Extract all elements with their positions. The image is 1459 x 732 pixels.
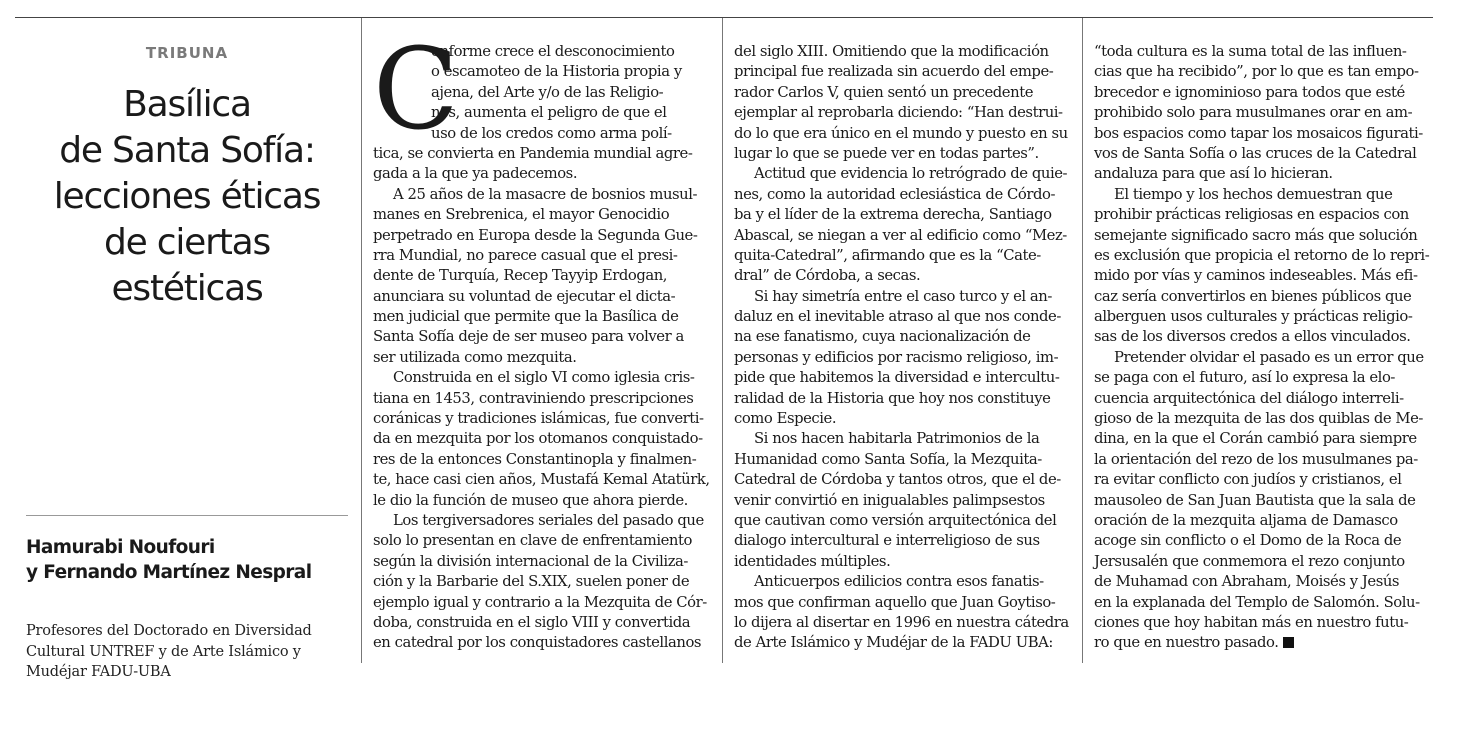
article-line: de Arte Islámico y Mudéjar de la FADU UBA: xyxy=(734,634,1053,652)
article-line: sas de los diversos credos a ellos vinculados. xyxy=(1094,328,1411,346)
article-line: caz sería convertirlos en bienes públicos que xyxy=(1094,287,1412,305)
article-line: nes, como la autoridad eclesiástica de Córdo- xyxy=(734,185,1055,203)
article-line: ba y el líder de la extrema derecha, Santiago xyxy=(734,206,1052,224)
article-line: ralidad de la Historia que hoy nos constituye xyxy=(734,389,1051,407)
article-line: ser utilizada como mezquita. xyxy=(373,348,577,366)
headline-line: lecciones éticas xyxy=(53,176,321,217)
article-line: cias que ha recibido”, por lo que es tan empo- xyxy=(1094,63,1419,81)
article-column-1 xyxy=(373,25,713,654)
article-line: Anticuerpos edilicios contra esos fanatis- xyxy=(754,573,1044,591)
article-line: Si nos hacen habitarla Patrimonios de la xyxy=(754,430,1040,448)
article-line: Abascal, se niegan a ver al edificio como “Mez- xyxy=(734,226,1067,244)
end-of-article-icon xyxy=(1283,637,1294,648)
article-line: do lo que era único en el mundo y puesto en su xyxy=(734,124,1068,142)
article-line: anunciara su voluntad de ejecutar el dicta- xyxy=(373,287,676,305)
article-line: oración de la mezquita aljama de Damasco xyxy=(1094,511,1398,529)
article-line: mido por vías y caminos indeseables. Más efi- xyxy=(1094,267,1418,285)
article-line: es exclusión que propicia el retorno de lo repri- xyxy=(1094,246,1430,264)
article-line: principal fue realizada sin acuerdo del empe- xyxy=(734,63,1054,81)
bio-line: Cultural UNTREF y de Arte Islámico y xyxy=(26,643,301,660)
headline-line: de ciertas xyxy=(103,222,271,263)
article-line: se paga con el futuro, así lo expresa la elo- xyxy=(1094,369,1395,387)
article-line: cuencia arquitectónica del diálogo interreli- xyxy=(1094,389,1404,407)
article-line: gada a la que ya padecemos. xyxy=(373,165,578,183)
article-line: Jersusalén que conmemora el rezo conjunto xyxy=(1094,552,1405,570)
article-line: dral” de Córdoba, a secas. xyxy=(734,267,921,285)
article-line: lugar lo que se puede ver en todas partes”. xyxy=(734,144,1039,162)
article-line: la orientación del rezo de los musulmanes pa- xyxy=(1094,450,1418,468)
article-line: Actitud que evidencia lo retrógrado de quie- xyxy=(754,165,1068,183)
author-bio xyxy=(26,621,356,683)
article-line: uso de los credos como arma polí- xyxy=(431,124,672,142)
article-line: Humanidad como Santa Sofía, la Mezquita- xyxy=(734,450,1042,468)
article-line: Santa Sofía deje de ser museo para volver a xyxy=(373,328,684,346)
article-line: onforme crece el desconocimiento xyxy=(431,43,675,60)
article-line: le dio la función de museo que ahora pierde. xyxy=(373,491,688,509)
headline-line: Basílica xyxy=(123,84,251,125)
article-line: del siglo XIII. Omitiendo que la modificación xyxy=(734,43,1049,60)
article-line: alberguen usos culturales y prácticas religio- xyxy=(1094,308,1413,326)
article-line: mausoleo de San Juan Bautista que la sala de xyxy=(1094,491,1416,509)
article-line: men judicial que permite que la Basílica de xyxy=(373,308,679,326)
article-line: Construida en el siglo VI como iglesia cris- xyxy=(393,369,695,387)
bio-line: Mudéjar FADU-UBA xyxy=(26,664,171,680)
article-line: ro que en nuestro pasado. xyxy=(1094,634,1279,652)
article-line: venir convirtió en inigualables palimpsestos xyxy=(734,491,1045,509)
article-line: mos que confirman aquello que Juan Goytiso- xyxy=(734,593,1056,611)
author-byline xyxy=(26,535,356,585)
bio-line: Profesores del Doctorado en Diversidad xyxy=(26,623,312,639)
article-line: da en mezquita por los otomanos conquistado- xyxy=(373,430,703,448)
article-line: dente de Turquía, Recep Tayyip Erdogan, xyxy=(373,267,668,285)
article-line: manes en Srebrenica, el mayor Genocidio xyxy=(373,206,670,224)
article-line: solo lo presentan en clave de enfrentamiento xyxy=(373,532,692,550)
article-line: rador Carlos V, quien sentó un precedente xyxy=(734,83,1033,101)
drop-cap: C xyxy=(373,25,459,155)
article-line: en la explanada del Templo de Salomón. Solu- xyxy=(1094,593,1420,611)
article-line: como Especie. xyxy=(734,410,837,428)
article-line: dialogo intercultural e interreligioso de sus xyxy=(734,532,1040,550)
article-line: Pretender olvidar el pasado es un error que xyxy=(1114,348,1424,366)
article-line: de Muhamad con Abraham, Moisés y Jesús xyxy=(1094,573,1400,591)
article-line: daluz en el inevitable atraso al que nos conde- xyxy=(734,308,1061,326)
article-line: perpetrado en Europa desde la Segunda Gue- xyxy=(373,226,698,244)
article-line: dina, en la que el Corán cambió para siempre xyxy=(1094,430,1417,448)
article-line: tiana en 1453, contraviniendo prescripciones xyxy=(373,389,694,407)
byline-divider xyxy=(26,515,348,516)
headline-line: de Santa Sofía: xyxy=(59,130,315,171)
article-last-line xyxy=(1094,633,1434,653)
article-line: Los tergiversadores seriales del pasado que xyxy=(393,511,704,529)
article-line: prohibido solo para musulmanes orar en am- xyxy=(1094,104,1413,122)
author-line: y Fernando Martínez Nespral xyxy=(26,562,312,583)
article-line: brecedor e ignominioso para todos que esté xyxy=(1094,83,1405,101)
article-line: lo dijera al disertar en 1996 en nuestra cátedra xyxy=(734,613,1069,631)
headline xyxy=(22,82,352,312)
article-line: ejemplar al reprobarla diciendo: “Han destrui- xyxy=(734,104,1063,122)
article-line: El tiempo y los hechos demuestran que xyxy=(1114,185,1393,203)
article-line: quita-Catedral”, afirmando que es la “Cate- xyxy=(734,246,1041,264)
column-divider xyxy=(1082,18,1083,663)
article-line: “toda cultura es la suma total de las influen- xyxy=(1094,43,1407,60)
article-line: vos de Santa Sofía o las cruces de la Catedral xyxy=(1094,144,1417,162)
article-line: na ese fanatismo, cuya nacionalización de xyxy=(734,328,1031,346)
author-line: Hamurabi Noufouri xyxy=(26,537,215,558)
article-line: bos espacios como tapar los mosaicos figurati- xyxy=(1094,124,1423,142)
article-line: en catedral por los conquistadores castellanos xyxy=(373,634,702,652)
article-line: ciones que hoy habitan más en nuestro futu- xyxy=(1094,613,1409,631)
article-line: Si hay simetría entre el caso turco y el an- xyxy=(754,287,1052,305)
article-line: semejante significado sacro más que solución xyxy=(1094,226,1418,244)
article-line: ra evitar conflicto con judíos y cristianos, el xyxy=(1094,471,1402,489)
column-divider xyxy=(722,18,723,663)
article-column-3 xyxy=(1094,42,1434,654)
article-line: A 25 años de la masacre de bosnios musul- xyxy=(393,185,698,203)
article-line: rra Mundial, no parece casual que el presi- xyxy=(373,246,678,264)
article-line: ción y la Barbarie del S.XIX, suelen poner de xyxy=(373,573,690,591)
article-column-2 xyxy=(734,42,1074,654)
section-label: TRIBUNA xyxy=(145,44,229,62)
article-line: andaluza para que así lo hicieran. xyxy=(1094,165,1333,183)
article-line: pide que habitemos la diversidad e intercultu- xyxy=(734,369,1060,387)
article-line: res de la entonces Constantinopla y finalmen- xyxy=(373,450,697,468)
article-line: según la división internacional de la Civiliza- xyxy=(373,552,688,570)
article-line: te, hace casi cien años, Mustafá Kemal Atatürk, xyxy=(373,471,710,489)
article-line: doba, construida en el siglo VIII y convertida xyxy=(373,613,691,631)
article-line: que cautivan como versión arquitectónica del xyxy=(734,511,1057,529)
article-line: ejemplo igual y contrario a la Mezquita de Cór- xyxy=(373,593,707,611)
article-line: o escamoteo de la Historia propia y xyxy=(431,63,682,81)
article-line: coránicas y tradiciones islámicas, fue converti- xyxy=(373,410,704,428)
article-line: tica, se convierta en Pandemia mundial agre- xyxy=(373,144,693,162)
article-line: Catedral de Córdoba y tantos otros, que el de- xyxy=(734,471,1061,489)
article-line: identidades múltiples. xyxy=(734,552,891,570)
article-line: gioso de la mezquita de las dos quiblas de Me- xyxy=(1094,410,1423,428)
article-line: nes, aumenta el peligro de que el xyxy=(431,104,667,122)
column-divider xyxy=(361,18,362,663)
article-line: personas y edificios por racismo religioso, im- xyxy=(734,348,1059,366)
article-line: acoge sin conflicto o el Domo de la Roca de xyxy=(1094,532,1402,550)
headline-line: estéticas xyxy=(111,268,263,309)
article-line: ajena, del Arte y/o de las Religio- xyxy=(431,83,664,101)
title-sidebar xyxy=(22,18,352,680)
article-line: prohibir prácticas religiosas en espacios con xyxy=(1094,206,1409,224)
